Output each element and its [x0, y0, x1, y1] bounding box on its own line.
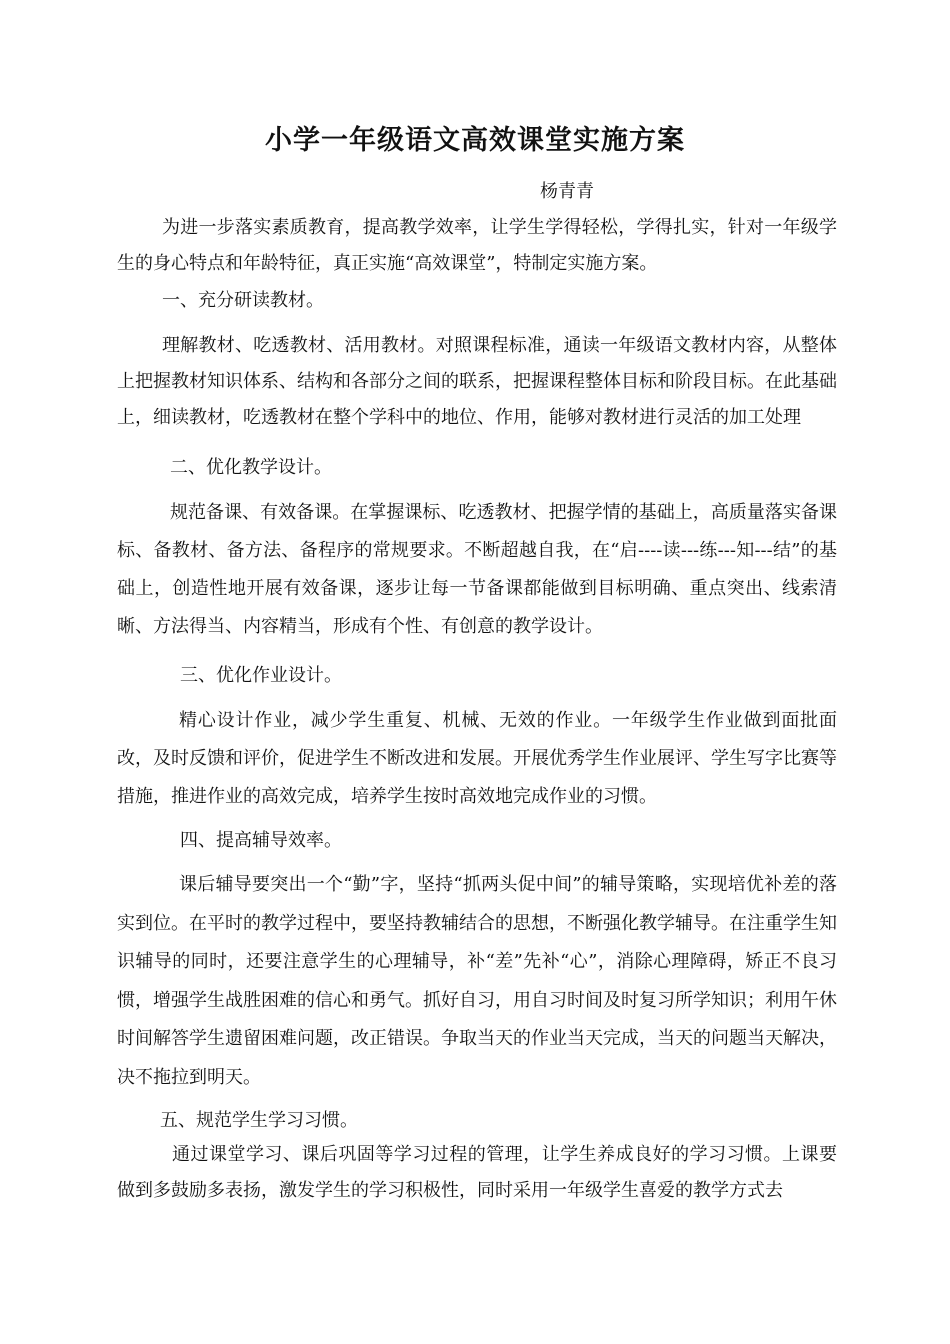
document-title: 小学一年级语文高效课堂实施方案	[265, 125, 685, 156]
section-4-body: 课后辅导要突出一个“勤”字，坚持“抓两头促中间”的辅导策略，实现培优补差的落实到位。在平时的教学过程中，要坚持教辅结合的思想，不断强化教学辅导。在注重学生知识辅导的同时，还要注意学生的心理辅导，补“差”先补“心”，消除心理障碍，矫正不良习惯，增强学生战胜困难的信心和勇气。抓好自习，用自习时间及时复习所学知识；利用午休时间解答学生遗留困难问题，改正错误。争取当天的作业当天完成，当天的问题当天解决，决不拖拉到明天。	[117, 874, 837, 1088]
section-1-heading: 一、充分研读教材。	[162, 290, 324, 311]
section-1-body: 理解教材、吃透教材、活用教材。对照课程标准，通读一年级语文教材内容，从整体上把握教材知识体系、结构和各部分之间的联系，把握课程整体目标和阶段目标。在此基础上，细读教材，吃透教材在整个学科中的地位、作用，能够对教材进行灵活的加工处理	[117, 335, 837, 428]
section-5-heading: 五、规范学生学习习惯。	[160, 1110, 358, 1131]
section-5-body: 通过课堂学习、课后巩固等学习过程的管理，让学生养成良好的学习习惯。上课要做到多鼓励多表扬，激发学生的学习积极性，同时采用一年级学生喜爱的教学方式去	[117, 1144, 837, 1201]
section-3-heading: 三、优化作业设计。	[180, 665, 342, 686]
section-2-heading: 二、优化教学设计。	[170, 457, 332, 478]
section-4-heading: 四、提高辅导效率。	[180, 830, 342, 851]
section-3-body: 精心设计作业，减少学生重复、机械、无效的作业。一年级学生作业做到面批面改，及时反馈和评价，促进学生不断改进和发展。开展优秀学生作业展评、学生写字比赛等措施，推进作业的高效完成，培养学生按时高效地完成作业的习惯。	[117, 710, 837, 807]
section-2-body: 规范备课、有效备课。在掌握课标、吃透教材、把握学情的基础上，高质量落实备课标、备教材、备方法、备程序的常规要求。不断超越自我，在“启----读---练---知---结”的基础上，创造性地开展有效备课，逐步让每一节备课都能做到目标明确、重点突出、线索清晰、方法得当、内容精当，形成有个性、有创意的教学设计。	[117, 502, 837, 637]
document-author: 杨青青	[540, 181, 594, 202]
intro-paragraph: 为进一步落实素质教育，提高教学效率，让学生学得轻松，学得扎实，针对一年级学生的身心特点和年龄特征，真正实施“高效课堂”，特制定实施方案。	[117, 217, 837, 274]
